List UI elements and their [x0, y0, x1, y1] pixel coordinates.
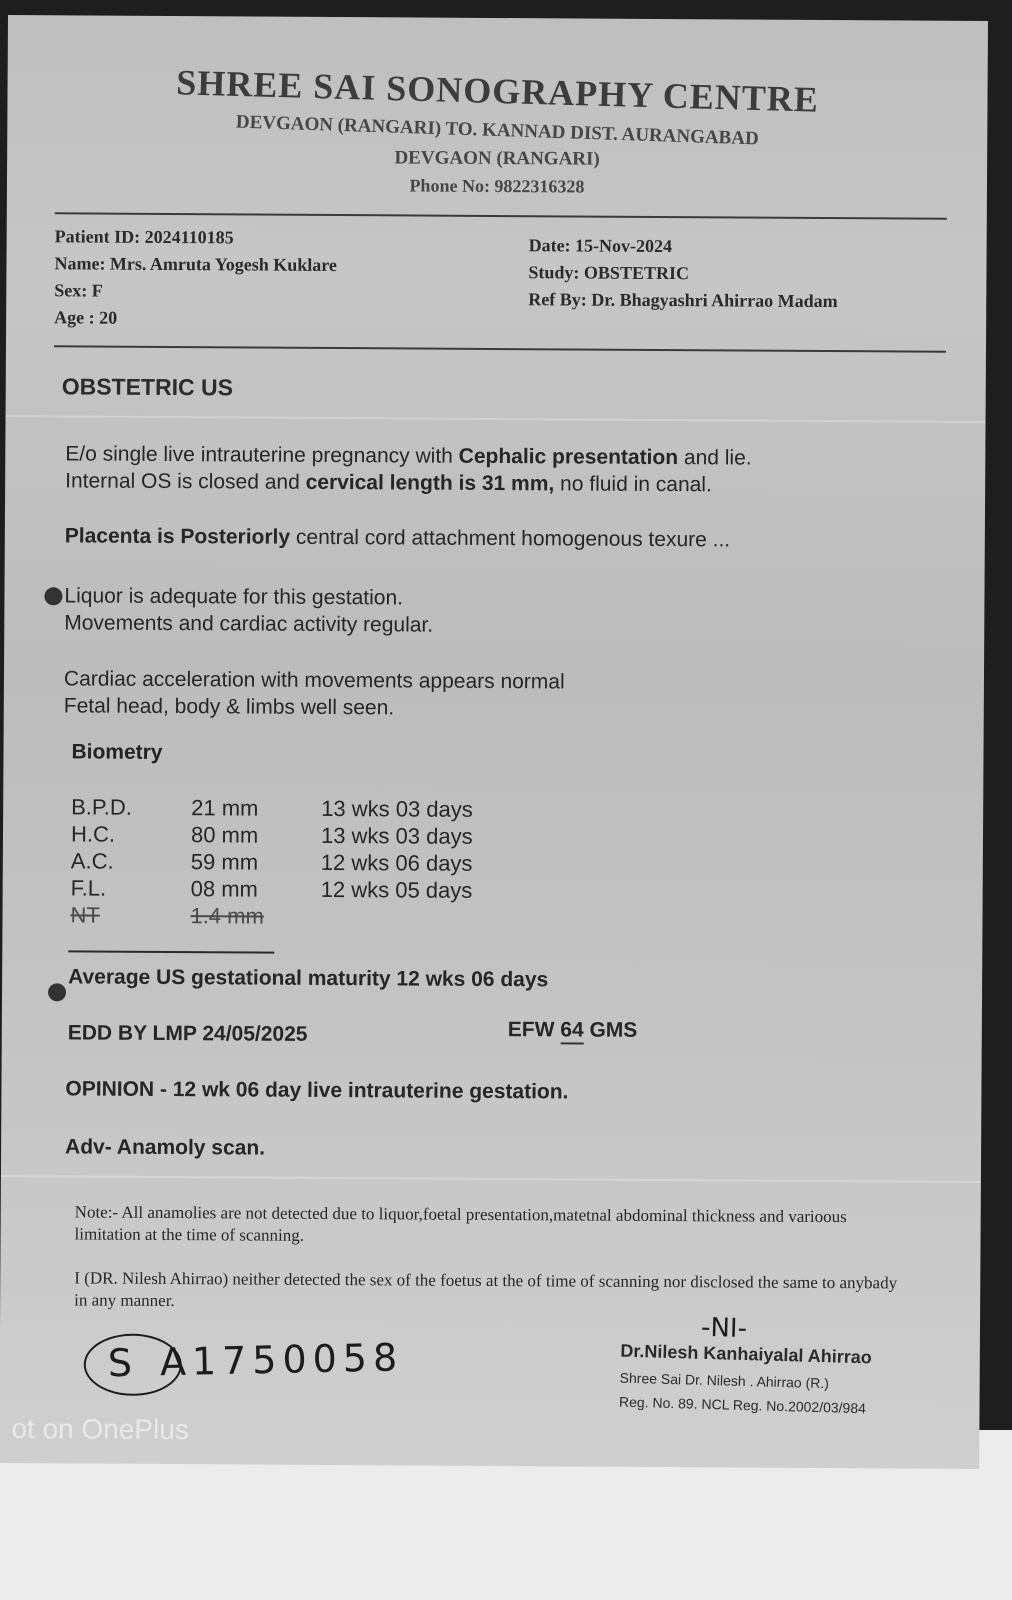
table-row: H.C. 80 mm 13 wks 03 days: [70, 820, 473, 849]
section-title: OBSTETRIC US: [61, 373, 234, 401]
divider: [55, 212, 947, 219]
efw: EFW 64 GMS: [508, 1018, 638, 1043]
table-row: A.C. 59 mm 12 wks 06 days: [70, 847, 473, 876]
patient-info-left: [54, 223, 337, 333]
biometry-underline: [68, 950, 274, 953]
doctor-name: Dr.Nilesh Kanhaiyalal Ahirrao: [620, 1340, 873, 1368]
table-row: B.P.D. 21 mm 13 wks 03 days: [71, 793, 473, 822]
fold-line: [6, 415, 986, 423]
fold-line: [1, 1175, 981, 1183]
patient-sex: Sex: F: [54, 280, 103, 301]
finding-pregnancy: E/o single live intrauterine pregnancy with Cephalic presentation and lie.: [65, 442, 752, 470]
biometry-title: Biometry: [71, 740, 163, 764]
signature-mark: -NI-: [700, 1312, 748, 1345]
patient-name: Name: Mrs. Amruta Yogesh Kuklare: [54, 253, 338, 276]
finding-cervix: Internal OS is closed and cervical length is 31 mm, no fluid in canal.: [65, 469, 712, 497]
advice: Adv- Anamoly scan.: [65, 1135, 266, 1160]
divider: [54, 345, 946, 352]
handwritten-code: S A1750058: [107, 1335, 404, 1386]
patient-age: Age : 20: [54, 307, 118, 328]
study-type: Study: OBSTETRIC: [528, 262, 690, 284]
clinic-header: [7, 62, 988, 200]
table-row: NT 1.4 mm: [70, 901, 264, 929]
report-date: Date: 15-Nov-2024: [528, 235, 673, 257]
clinic-address-line1: DEVGAON (RANGARI) TO. KANNAD DIST. AURANGABAD: [235, 111, 760, 150]
patient-info-right: [528, 232, 838, 315]
finding-placenta: Placenta is Posteriorly central cord attachment homogenous texure ...: [64, 524, 731, 552]
table-row: F.L. 08 mm 12 wks 05 days: [70, 874, 473, 903]
efw-value: 64: [560, 1018, 584, 1044]
average-maturity: Average US gestational maturity 12 wks 06 days: [68, 965, 549, 992]
opinion: OPINION - 12 wk 06 day live intrauterine gestation.: [65, 1077, 569, 1104]
note-sex-declaration: I (DR. Nilesh Ahirrao) neither detected the sex of the foetus at the of time of scanning nor disclosed the same to anybady in any manner.: [74, 1268, 898, 1311]
camera-watermark: ot on OnePlus: [11, 1413, 189, 1446]
signature-block: [618, 1312, 921, 1418]
finding-movements: Movements and cardiac activity regular.: [64, 611, 434, 637]
punch-hole: [44, 587, 62, 605]
finding-cardiac: Cardiac acceleration with movements appears normal: [63, 667, 565, 694]
finding-liquor: Liquor is adequate for this gestation.: [64, 584, 404, 610]
stamp-line: Shree Sai Dr. Nilesh . Ahirrao (R.): [619, 1369, 830, 1392]
clinic-name: SHREE SAI SONOGRAPHY CENTRE: [175, 62, 820, 120]
finding-fetal: Fetal head, body & limbs well seen.: [63, 694, 395, 720]
biometry-table: [66, 793, 478, 931]
note-disclaimer: Note:- All anamolies are not detected due to liquor,foetal presentation,matetnal abdominal thickness and varioous limitation at the time of scanning.: [74, 1202, 847, 1245]
report-paper: [0, 15, 988, 1469]
clinic-address-line2: DEVGAON (RANGARI): [394, 147, 600, 170]
registration-number: Reg. No. 89. NCL Reg. No.2002/03/984: [618, 1393, 867, 1417]
patient-id: Patient ID: 2024110185: [54, 226, 234, 248]
edd-by-lmp: EDD BY LMP 24/05/2025: [67, 1021, 308, 1046]
clinic-phone: Phone No: 9822316328: [409, 175, 585, 197]
referred-by: Ref By: Dr. Bhagyashri Ahirrao Madam: [528, 289, 838, 312]
punch-hole: [48, 983, 66, 1001]
